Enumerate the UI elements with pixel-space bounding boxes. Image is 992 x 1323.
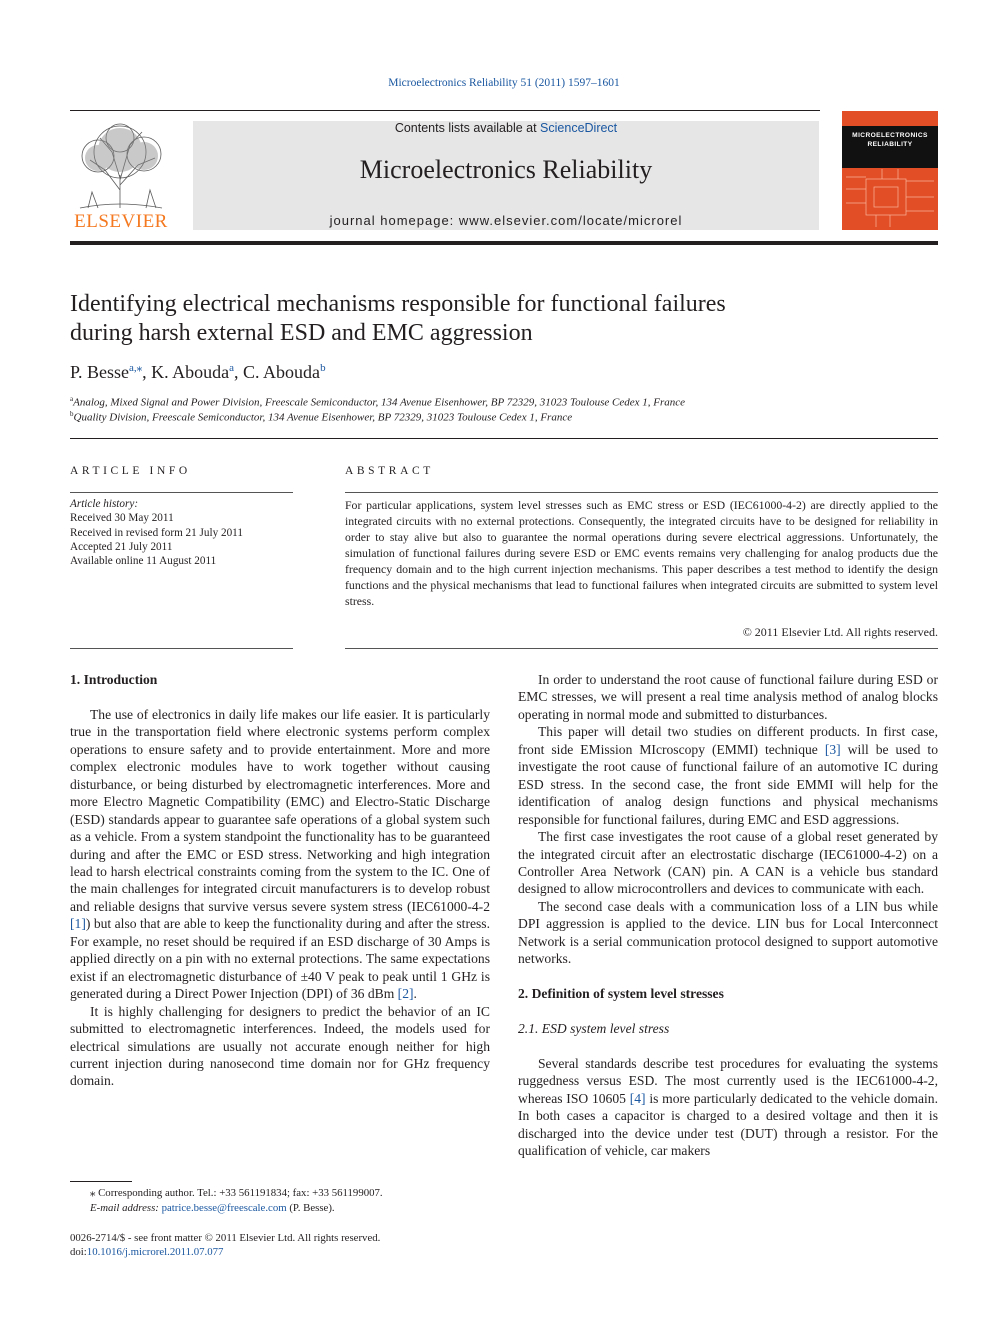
history-online: Available online 11 August 2011 — [70, 555, 217, 568]
body-paragraph — [70, 706, 490, 1003]
author-marks[interactable]: a,⁎ — [129, 362, 143, 374]
footnote-email-line — [70, 1201, 490, 1216]
email-label: E-mail address: — [90, 1202, 162, 1214]
paragraph-text: ) but also that are able to keep the functionality during and after the stress. For example, no reset should be required if an ESD discharge of 30 Amps is applied directly on a pin with no external protections. The same expectations exist if an electromagnetic disturbance of ±40 V peak to peak until 1 GHz is generated during a Direct Power Injection (DPI) of 36 dBm — [70, 916, 490, 1002]
title-line-2: during harsh external ESD and EMC aggression — [70, 320, 533, 346]
title-line-1: Identifying electrical mechanisms responsible for functional failures — [70, 291, 726, 317]
article-history — [70, 497, 295, 568]
journal-title: Microelectronics Reliability — [359, 155, 653, 184]
info-rule-top — [70, 492, 293, 493]
imprint — [70, 1231, 490, 1259]
author-name[interactable]: P. Besse — [70, 362, 130, 382]
doi-link[interactable]: 10.1016/j.microrel.2011.07.077 — [86, 1246, 224, 1258]
paragraph-text: is more particularly dedicated to the vehicle domain. In both cases a capacitor is charged to a desired voltage and then it is discharged into the device under test (DUT) through a resistor. For the qualification of vehicle, car makers — [518, 1090, 938, 1159]
body-paragraph — [518, 723, 938, 828]
body-column-right — [518, 671, 938, 1160]
homepage-prefix: journal homepage: — [329, 213, 459, 228]
author-list — [70, 361, 930, 383]
reference-link[interactable]: [3] — [824, 741, 841, 757]
history-received: Received 30 May 2011 — [70, 512, 174, 525]
reference-link[interactable]: [2] — [397, 986, 414, 1002]
journal-cover-thumbnail[interactable] — [842, 111, 938, 230]
doi-prefix: doi: — [70, 1246, 87, 1258]
contents-line — [193, 121, 819, 135]
history-revised: Received in revised form 21 July 2011 — [70, 526, 243, 539]
abstract-text: For particular applications, system level stresses such as EMC stress or ESD (IEC61000-4-2) are directly applied to the integrated circuits with no external protections. Consequently, the integrated circuits have to be designed for reliability in order to stay alive but also to guarantee the normal operations during severe electrical aggressions. Unfortunately, the simulation of functional failures during severe ESD or EMC events remains very challenging for analog products due the frequency domain and to the high current injection mechanisms. This paper describes a test method to identify the design functions and the physical mechanisms that lead to functional failures when integrated circuits are submitted to system level stress. — [345, 498, 938, 608]
contents-prefix: Contents lists available at — [394, 121, 541, 135]
email-suffix: (P. Besse). — [286, 1202, 335, 1214]
body-column-left — [70, 671, 490, 1090]
abstract-heading: ABSTRACT — [345, 465, 434, 477]
journal-homepage — [193, 213, 819, 228]
body-paragraph: The second case deals with a communication loss of a LIN bus while DPI aggression is applied to the device. LIN bus for Local Interconnect Network is a serial communication protocol designed to support automotive networks. — [518, 898, 938, 967]
homepage-url[interactable]: www.elsevier.com/locate/microrel — [458, 213, 683, 228]
article-title — [70, 290, 930, 348]
affiliation-text: Analog, Mixed Signal and Power Division, Freescale Semiconductor, 134 Avenue Eisenhower, BP 72329, 31023 Toulouse Cedex 1, France — [73, 396, 686, 409]
abstract-copyright: © 2011 Elsevier Ltd. All rights reserved. — [742, 625, 938, 639]
sciencedirect-link[interactable]: ScienceDirect — [540, 121, 618, 135]
cover-circuit-art — [846, 169, 934, 227]
body-paragraph — [518, 1055, 938, 1160]
email-link[interactable]: patrice.besse@freescale.com — [161, 1202, 287, 1214]
title-rule — [70, 438, 938, 439]
doi-line — [70, 1245, 490, 1259]
abstract-rule-bottom — [345, 648, 938, 649]
article-info-heading: ARTICLE INFO — [70, 465, 191, 477]
cover-journal-name — [842, 131, 938, 149]
paragraph-text: will be used to investigate the root cause of functional failure of an automotive IC during ESD stress. In the second case, the front side EMMI will help for the identification of analog design functions and physical mechanisms responsible for functional failures, during EMC and ESD aggressions. — [518, 741, 938, 827]
author-marks[interactable]: b — [320, 362, 326, 374]
paragraph-text: . — [413, 986, 417, 1002]
author-name[interactable]: C. Abouda — [243, 362, 321, 382]
corresponding-author-footnote — [70, 1186, 490, 1216]
history-accepted: Accepted 21 July 2011 — [70, 540, 173, 553]
body-paragraph: It is highly challenging for designers to predict the behavior of an IC submitted to electromagnetic interferences. Indeed, the models used for electrical simulations are usually not accurate enough neither for high current injection during nanosecond time domain nor for GHz frequency domain. — [70, 1003, 490, 1089]
cover-line-1: MICROELECTRONICS — [852, 132, 928, 139]
history-label: Article history: — [70, 498, 139, 510]
issn-line: 0026-2714/$ - see front matter © 2011 Elsevier Ltd. All rights reserved. — [70, 1232, 381, 1244]
affiliation-mark: a — [70, 395, 74, 403]
journal-citation[interactable]: Microelectronics Reliability 51 (2011) 1597–1601 — [388, 77, 620, 89]
footnote-contact: ⁎ Corresponding author. Tel.: +33 561191834; fax: +33 561199007. — [90, 1187, 383, 1199]
author-marks[interactable]: a — [229, 362, 235, 374]
affiliation-mark: b — [70, 410, 74, 418]
author-name[interactable]: K. Abouda — [151, 362, 230, 382]
abstract-rule-top — [345, 492, 938, 493]
reference-link[interactable]: [1] — [70, 916, 86, 932]
section-heading: 2. Definition of system level stresses — [518, 986, 724, 1002]
cover-line-2: RELIABILITY — [867, 141, 913, 148]
subsection-heading: 2.1. ESD system level stress — [518, 1021, 670, 1037]
body-paragraph: The first case investigates the root cause of a global reset generated by the integrated circuit after an electrostatic discharge (IEC61000-4-2) on a Controller Area Network (CAN) pin. A CAN is a vehicle bus standard designed to allow microcontrollers and devices to communicate with each. — [518, 829, 938, 897]
reference-link[interactable]: [4] — [629, 1090, 646, 1106]
paragraph-text: The use of electronics in daily life makes our life easier. It is particularly true in the transportation field where electronic systems perform complex operations to ensure safety and to provide entertainment. More and more complex electronic modules have to work together without causing disturbance, or being disturbed by electromagnetic interferences. More and more Electro Magnetic Compatibility (EMC) and Electro-Static Discharge (ESD) standards appear to guarantee safe operations of a global system such as a vehicle. From a system standpoint the functionality has to be guaranteed during and after the EMC or ESD stress. Networking and high integration lead to harsh electrical constraints coming from the system to the IC. One of the main challenges for integrated circuit manufacturers is to develop robust and reliable designs that survive versus severe system stress (IEC61000-4-2 — [70, 706, 490, 914]
header-thick-rule — [70, 241, 938, 245]
author-sep: , — [142, 362, 152, 382]
paragraph-text: This paper will detail two studies on different products. In first case, front side EMission MIcroscopy (EMMI) technique — [518, 724, 938, 757]
footnote-rule — [70, 1181, 132, 1182]
info-rule-bottom — [70, 648, 293, 649]
affiliation-b — [70, 410, 950, 424]
author-sep: , — [234, 362, 244, 382]
affiliation-a — [70, 395, 950, 409]
body-paragraph: In order to understand the root cause of functional failure during ESD or EMC stresses, we will present a real time analysis method of analog blocks operating in normal mode and submitted to disturbances. — [518, 672, 938, 722]
elsevier-wordmark: ELSEVIER — [74, 211, 168, 232]
affiliation-text: Quality Division, Freescale Semiconductor, 134 Avenue Eisenhower, BP 72329, 31023 Toulouse Cedex 1, France — [73, 411, 573, 424]
paragraph-text: Several standards describe test procedures for evaluating the systems ruggedness versus ESD. The most currently used is the IEC61000-4-2, whereas ISO 10605 — [518, 1055, 938, 1106]
section-heading: 1. Introduction — [70, 672, 158, 687]
header-rule — [70, 110, 820, 111]
